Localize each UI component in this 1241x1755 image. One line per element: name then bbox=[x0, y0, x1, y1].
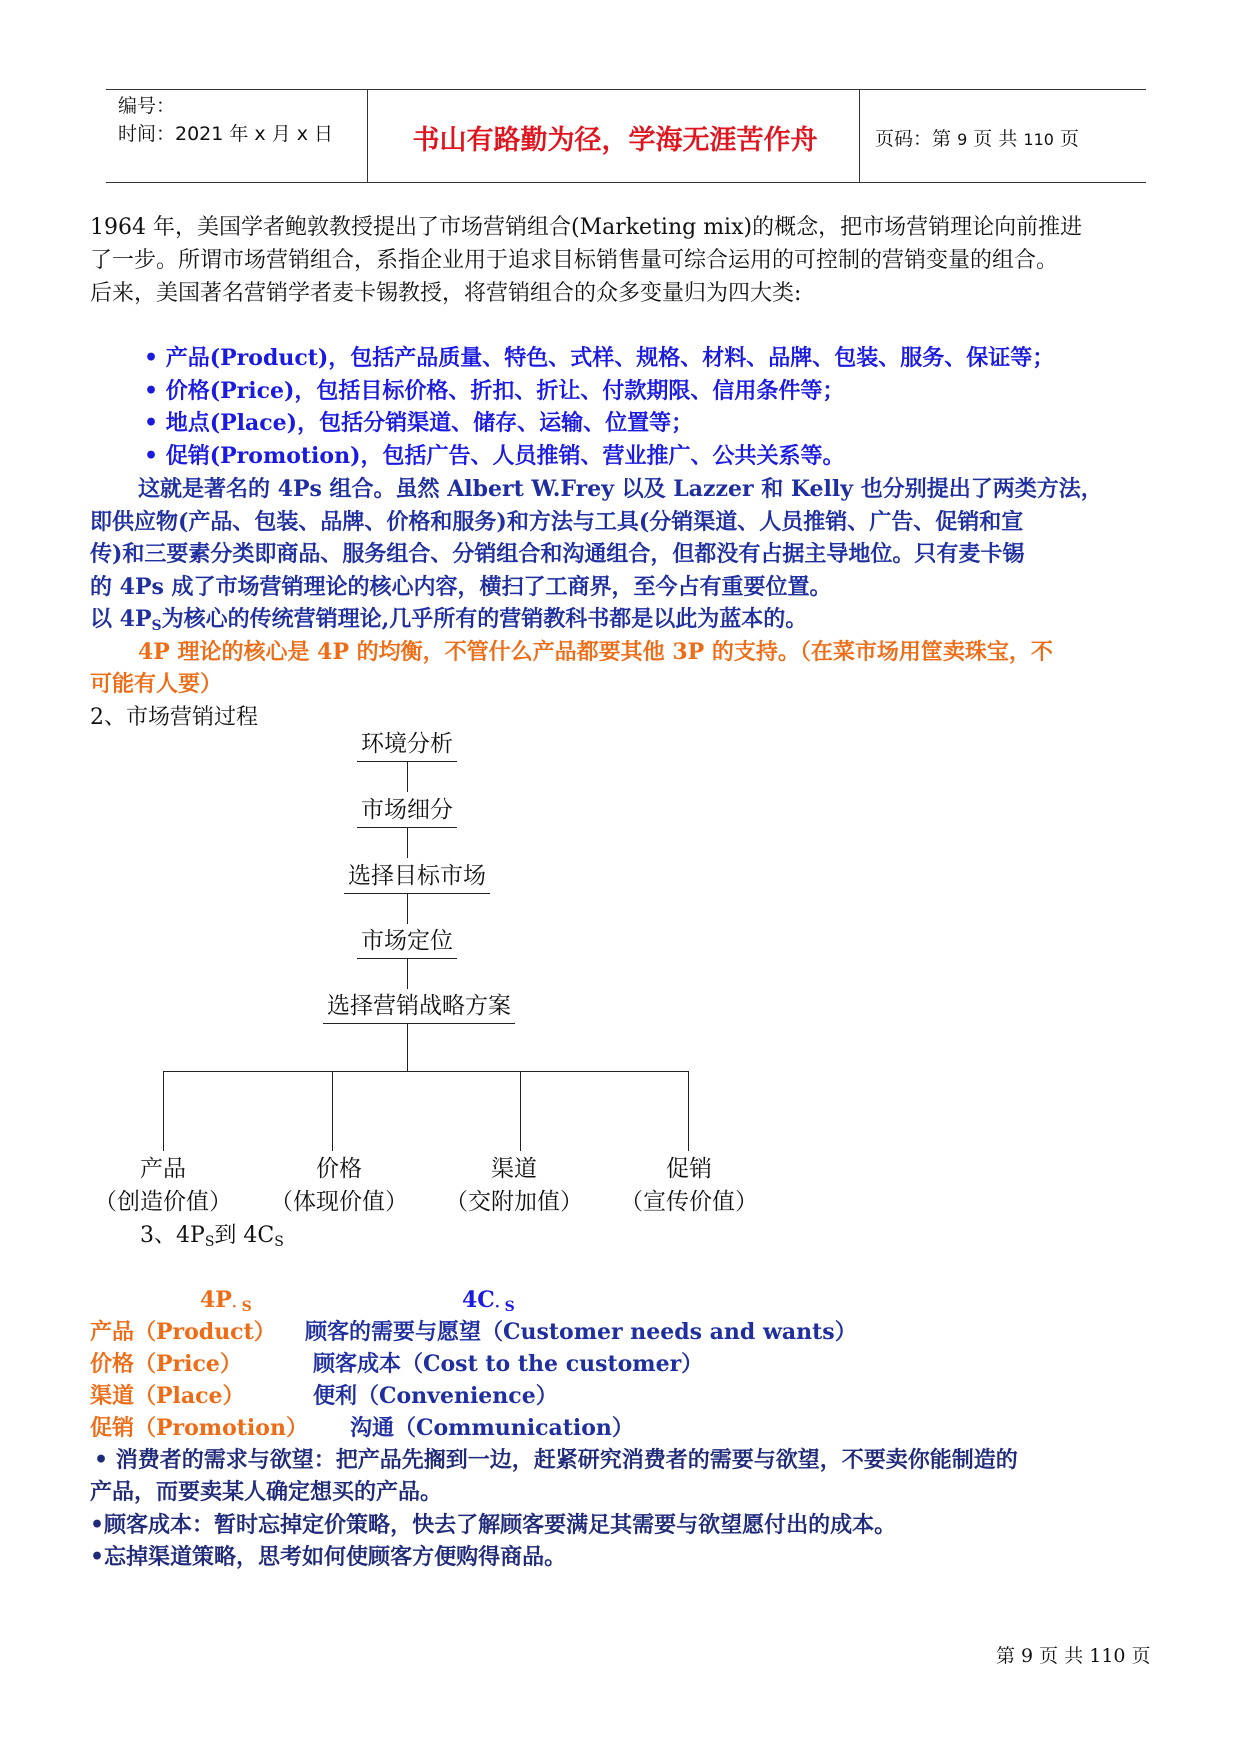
section-3-title bbox=[140, 1219, 284, 1259]
bullet-place: • 地点(Place)，包括分销渠道、储存、运输、位置等； bbox=[144, 410, 694, 436]
flow-connector-3 bbox=[407, 894, 408, 924]
document-number-label: 编号： bbox=[118, 95, 176, 117]
summary-line-1: 这就是著名的 4Ps 组合。虽然 Albert W.Frey 以及 Lazzer 和 Kelly 也分别提出了两类方法， bbox=[138, 476, 1103, 502]
orange-note-line-2: 可能有人要） bbox=[90, 671, 223, 697]
header-meta bbox=[118, 92, 333, 148]
header-page-info bbox=[875, 124, 1079, 151]
comparison-head-4p-text: 4P bbox=[200, 1287, 232, 1313]
point-line-4: •忘掉渠道策略，思考如何使顾客方便购得商品。 bbox=[90, 1544, 567, 1570]
flow-leaf-promotion bbox=[620, 1153, 758, 1219]
document-time: 时间：2021 年 x 月 x 日 bbox=[118, 123, 334, 145]
flow-leaf-promotion-value: （宣传价值） bbox=[620, 1189, 758, 1215]
flow-leaf-product-value: （创造价值） bbox=[94, 1189, 232, 1215]
comparison-row-2-4p: 价格（Price） bbox=[90, 1351, 242, 1377]
header-divider-left bbox=[367, 89, 368, 182]
point-line-3: •顾客成本：暂时忘掉定价策略，快去了解顾客要满足其需要与欲望愿付出的成本。 bbox=[90, 1512, 897, 1538]
flow-leaf-price-value: （体现价值） bbox=[270, 1189, 408, 1215]
intro-line-1: 1964 年，美国学者鲍敦教授提出了市场营销组合(Marketing mix)的概念，把市场营销理论向前推进 bbox=[90, 215, 1083, 240]
flow-leaf-place-name: 渠道 bbox=[491, 1156, 537, 1182]
summary-line-5-a: 以 4P bbox=[90, 606, 152, 632]
flow-connector-1 bbox=[407, 762, 408, 792]
section-3-mid: 到 4C bbox=[214, 1223, 275, 1248]
flow-step-environment-analysis: 环境分析 bbox=[357, 729, 457, 762]
summary-line-2: 即供应物(产品、包装、品牌、价格和服务)和方法与工具(分销渠道、人员推销、广告、促销和宣 bbox=[90, 509, 1024, 535]
comparison-row-3-4p: 渠道（Place） bbox=[90, 1383, 245, 1409]
flow-step-positioning: 市场定位 bbox=[357, 926, 457, 959]
comparison-row-4-4c: 沟通（Communication） bbox=[350, 1415, 634, 1441]
flow-branch-price bbox=[332, 1071, 333, 1151]
comparison-row-2-4c: 顾客成本（Cost to the customer） bbox=[313, 1351, 704, 1377]
page-total: 110 bbox=[1023, 130, 1054, 149]
flow-step-strategy: 选择营销战略方案 bbox=[323, 991, 515, 1024]
flow-leaf-product-name: 产品 bbox=[140, 1156, 186, 1182]
comparison-head-4p-suffix: · S bbox=[231, 1299, 252, 1315]
flow-leaf-promotion-name: 促销 bbox=[666, 1156, 712, 1182]
section-3-prefix: 3、4P bbox=[140, 1223, 205, 1248]
page-mid: 页 共 bbox=[973, 128, 1018, 150]
summary-line-4: 的 4Ps 成了市场营销理论的核心内容，横扫了工商界，至今占有重要位置。 bbox=[90, 574, 832, 600]
intro-line-3: 后来，美国著名营销学者麦卡锡教授，将营销组合的众多变量归为四大类: bbox=[90, 281, 802, 306]
bullet-product: • 产品(Product)，包括产品质量、特色、式样、规格、材料、品牌、包装、服务、保证等； bbox=[144, 345, 1055, 371]
header-motto: 书山有路勤为径，学海无涯苦作舟 bbox=[412, 125, 818, 156]
flow-leaf-price bbox=[270, 1153, 408, 1219]
point-line-1: • 消费者的需求与欲望：把产品先搁到一边，赶紧研究消费者的需要与欲望，不要卖你能制造的 bbox=[94, 1447, 1018, 1473]
flow-branch-promotion bbox=[688, 1071, 689, 1151]
comparison-head-4c-text: 4C bbox=[462, 1287, 495, 1313]
flow-leaf-price-name: 价格 bbox=[316, 1156, 362, 1182]
page-prefix: 页码：第 bbox=[875, 128, 952, 150]
section-3-sub-1: S bbox=[204, 1234, 215, 1250]
comparison-row-1-4c: 顾客的需要与愿望（Customer needs and wants） bbox=[305, 1319, 857, 1345]
flow-leaf-product bbox=[94, 1153, 232, 1219]
header-bottom-rule bbox=[106, 182, 1146, 183]
flow-connector-4 bbox=[407, 959, 408, 989]
bullet-price: • 价格(Price)，包括目标价格、折扣、折让、付款期限、信用条件等； bbox=[144, 378, 845, 404]
page-number: 9 bbox=[957, 130, 968, 149]
orange-note-line-1: 4P 理论的核心是 4P 的均衡，不管什么产品都要其他 3P 的支持。（在菜市场用筐卖珠宝，不 bbox=[138, 639, 1053, 665]
comparison-head-4c-suffix: · S bbox=[494, 1299, 515, 1315]
flow-branch-place bbox=[520, 1071, 521, 1151]
flow-branch-product bbox=[163, 1071, 164, 1151]
point-line-2: 产品，而要卖某人确定想买的产品。 bbox=[90, 1479, 443, 1505]
flow-step-target-market: 选择目标市场 bbox=[344, 861, 490, 894]
summary-line-5-sub: S bbox=[151, 618, 162, 634]
section-3-sub-2: S bbox=[274, 1234, 284, 1250]
page-suffix: 页 bbox=[1059, 128, 1079, 150]
comparison-row-1-4p: 产品（Product） bbox=[90, 1319, 276, 1345]
comparison-row-4-4p: 促销（Promotion） bbox=[90, 1415, 308, 1441]
flow-step-market-segmentation: 市场细分 bbox=[357, 795, 457, 828]
header-top-rule bbox=[106, 89, 1146, 90]
comparison-row-3-4c: 便利（Convenience） bbox=[313, 1383, 558, 1409]
section-2-title: 2、市场营销过程 bbox=[90, 705, 258, 730]
flow-branch-bar bbox=[163, 1071, 688, 1072]
summary-line-3: 传)和三要素分类即商品、服务组合、分销组合和沟通组合，但都没有占据主导地位。只有麦卡锡 bbox=[90, 541, 1025, 567]
summary-line-5-b: 为核心的传统营销理论,几乎所有的营销教科书都是以此为蓝本的。 bbox=[161, 606, 808, 632]
page-footer: 第 9 页 共 110 页 bbox=[996, 1645, 1151, 1667]
bullet-promotion: • 促销(Promotion)，包括广告、人员推销、营业推广、公共关系等。 bbox=[144, 443, 845, 469]
intro-line-2: 了一步。所谓市场营销组合，系指企业用于追求目标销售量可综合运用的可控制的营销变量的组合。 bbox=[90, 248, 1059, 273]
flow-leaf-place bbox=[445, 1153, 583, 1219]
flow-connector-2 bbox=[407, 828, 408, 858]
flow-connector-5 bbox=[407, 1024, 408, 1071]
flow-leaf-place-value: （交附加值） bbox=[445, 1189, 583, 1215]
